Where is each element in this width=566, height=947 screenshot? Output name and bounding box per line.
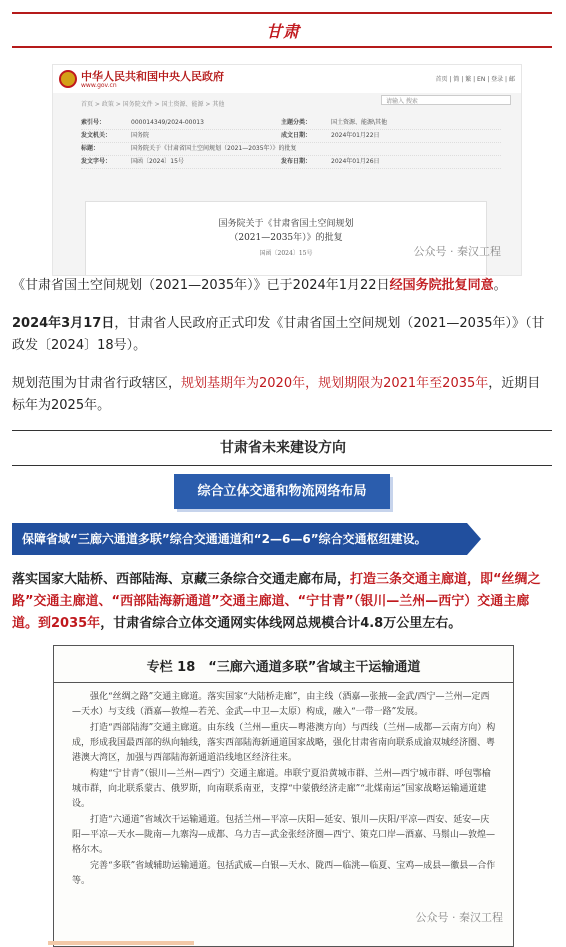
text: 落实国家大陆桥、西部陆海、京藏三条综合交通走廊布局，	[12, 572, 351, 587]
section-bottom-rule	[12, 465, 552, 466]
meta-value: 000014349/2024-00013	[131, 119, 204, 126]
text: 规划范围为甘肃省行政辖区，	[12, 376, 182, 391]
header-top-rule	[12, 12, 552, 14]
watermark: 公众号 · 秦汉工程	[415, 911, 503, 924]
column-paragraph: 打造“六通道”省域次干运输通道。包括兰州—平凉—庆阳—延安、银川—庆阳/平凉—西安、延安—庆阳—平凉—天水—陇南—九寨沟—成都、乌力吉—武金张经济圈—西宁、策克口岸—酒嘉、马鬃山—敦煌—格尔木。	[72, 815, 496, 855]
highlight-banner: 保障省域“三廊六通道多联”综合交通通道和“2—6—6”综合交通枢纽建设。	[12, 523, 467, 555]
breadcrumb: 首页 > 政策 > 国务院文件 > 国土资源、能源 > 其他	[81, 101, 225, 108]
topic-tag: 综合立体交通和物流网络布局	[174, 474, 390, 509]
gov-header	[53, 65, 521, 93]
meta-value: 国务院关于《甘肃省国土空间规划（2021—2035年）》的批复	[131, 145, 297, 152]
column-18-box	[53, 645, 514, 947]
meta-value: 2024年01月22日	[331, 132, 380, 139]
meta-row	[81, 156, 501, 169]
doc-title-line1: 国务院关于《甘肃省国土空间规划	[218, 219, 354, 229]
paragraph-scope	[12, 373, 552, 417]
decorative-bar	[48, 941, 194, 945]
national-emblem-icon	[59, 70, 77, 88]
text: ，近期目标年为2025年。	[12, 376, 541, 413]
section-top-rule	[12, 430, 552, 431]
document-preview	[85, 201, 487, 276]
search-input: 请输入 搜索	[381, 95, 511, 105]
meta-key: 发文机关：	[81, 132, 112, 139]
watermark: 公众号 · 秦汉工程	[413, 245, 501, 258]
meta-row	[81, 117, 501, 130]
date-text: 2024年3月17日	[12, 316, 115, 331]
column-rule	[54, 682, 513, 683]
text: 《甘肃省国土空间规划（2021—2035年）》已于2024年1月22日	[12, 278, 390, 293]
banner-arrow	[467, 523, 481, 555]
gov-site-url: www.gov.cn	[81, 82, 117, 89]
gov-screenshot	[52, 64, 522, 276]
paragraph-issue	[12, 313, 552, 357]
column-paragraph: 构建“宁甘青”（银川—兰州—西宁）交通主廊道。串联宁夏沿黄城市群、兰州—西宁城市群、呼包鄂榆城市群，向北联系蒙古、俄罗斯，向南联系南亚，支撑“中蒙俄经济走廊”“北煤南运”国家战略运输通道建设。	[72, 769, 491, 809]
meta-key: 发布日期：	[281, 158, 312, 165]
column-title: 专栏 18 “三廊六通道多联”省域主干运输通道	[146, 660, 421, 675]
meta-key: 标题：	[81, 145, 100, 152]
meta-row	[81, 143, 501, 156]
highlight-text: 经国务院批复同意	[389, 278, 494, 293]
meta-key: 索引号：	[81, 119, 106, 126]
gov-site-name: 中华人民共和国中央人民政府	[81, 70, 224, 83]
column-paragraph: 强化“丝绸之路”交通主廊道。落实国家“大陆桥走廊”，由主线（酒嘉—张掖—金武/西宁—兰州—定西—天水）与支线（酒嘉—敦煌—若羌、金武—中卫—太原）构成，融入“一带一路”发展。	[72, 692, 490, 717]
doc-number: 国函〔2024〕15号	[259, 250, 313, 257]
gov-top-links: 首页 | 简 | 繁 | EN | 登录 | 邮	[435, 76, 515, 83]
document-meta-table	[81, 117, 501, 169]
meta-value: 2024年01月26日	[331, 158, 380, 165]
header-bottom-rule	[12, 46, 552, 48]
meta-row	[81, 130, 501, 143]
paragraph-approval	[12, 275, 552, 297]
header-title: 甘肃	[265, 22, 300, 41]
text: 。	[493, 278, 507, 293]
column-paragraph: 打造“西部陆海”交通主廊道。由东线（兰州—重庆—粤港澳方向）与西线（兰州—成都—云南方向）构成，形成我国最西部的纵向轴线，落实西部陆海新通道国家战略，强化甘肃省南向联系成渝双城经济圈、粤港澳大湾区，加强与西部陆海新通道沿线地区经济往来。	[72, 723, 496, 763]
text: ，甘肃省人民政府正式印发《甘肃省国土空间规划（2021—2035年）》（甘政发〔2024〕18号）。	[12, 316, 545, 353]
column-paragraph: 完善“多联”省域辅助运输通道。包括武威—白银—天水、陇西—临洮—临夏、宝鸡—成县—徽县—合作等。	[72, 861, 496, 886]
text: ，甘肃省综合立体交通网实体线网总规模合计4.8万公里左右。	[100, 616, 462, 631]
meta-key: 主题分类：	[281, 119, 312, 126]
highlight-text: 打造三条交通主廊道，即“丝绸之路”交通主廊道、“西部陆海新通道”交通主廊道、“宁甘青”（银川—兰州—西宁）交通主廊道。到2035年	[12, 572, 541, 631]
meta-key: 发文字号：	[81, 158, 112, 165]
meta-key: 成文日期：	[281, 132, 312, 139]
meta-value: 国函〔2024〕15号	[131, 158, 184, 165]
meta-value: 国务院	[131, 132, 150, 139]
column-body	[72, 690, 497, 890]
section-title: 甘肃省未来建设方向	[220, 440, 346, 456]
doc-title-line2: （2021—2035年）》的批复	[229, 233, 343, 243]
paragraph-corridors	[12, 569, 552, 635]
meta-value: 国土资源、能源\其他	[331, 119, 388, 126]
highlight-text: 规划基期年为2020年，规划期限为2021年至2035年	[181, 376, 489, 391]
